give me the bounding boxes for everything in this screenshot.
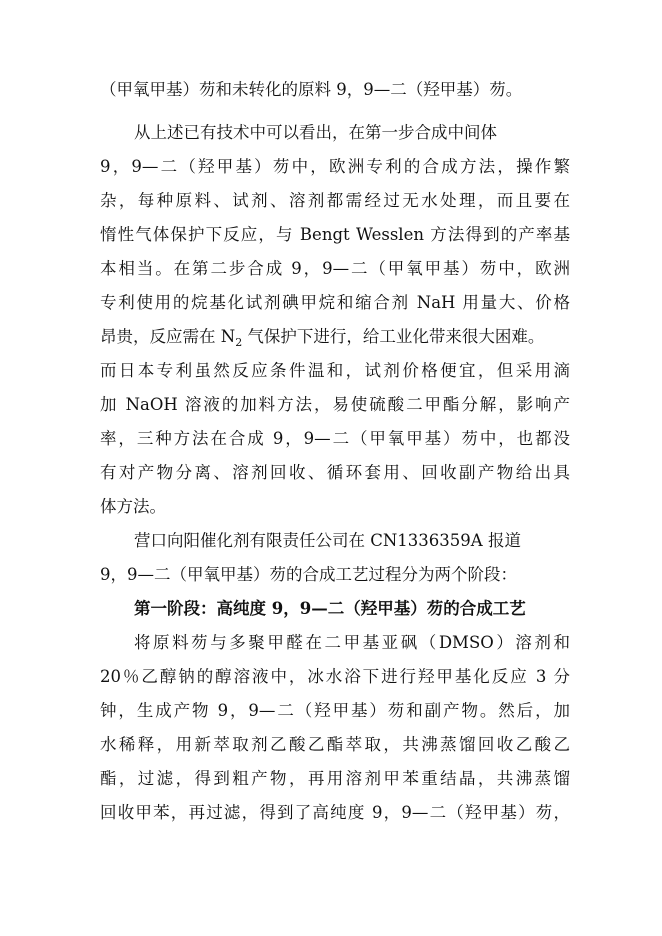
text-line-3: 9，9—二（羟甲基）芴中，欧洲专利的合成方法，操作繁 [100,157,570,176]
text-line-1: （甲氧甲基）芴和未转化的原料 9，9—二（羟甲基）芴。 [100,80,523,99]
text-line-9: 而日本专利虽然反应条件温和，试剂价格便宜，但采用滴 [100,361,570,380]
text-line-21: 酯，过滤，得到粗产物，再用溶剂甲苯重结晶，共沸蒸馏 [100,769,570,788]
text-line-14: 营口向阳催化剂有限责任公司在 CN1336359A 报道 [134,531,521,550]
text-line-15: 9，9—二（甲氧甲基）芴的合成工艺过程分为两个阶段： [100,565,517,584]
text-line-13: 体方法。 [100,497,166,516]
text-line-6: 本相当。在第二步合成 9，9—二（甲氧甲基）芴中，欧洲 [100,259,570,278]
text-line-8-before: 昂贵，反应需在 N [100,327,236,346]
text-line-4: 杂，每种原料、试剂、溶剂都需经过无水处理，而且要在 [100,191,570,210]
text-line-12: 有对产物分离、溶剂回收、循环套用、回收副产物给出具 [100,463,570,482]
text-line-11: 率，三种方法在合成 9，9—二（甲氧甲基）芴中，也都没 [100,429,570,448]
text-line-10: 加 NaOH 溶液的加料方法，易使硫酸二甲酯分解，影响产 [100,395,570,414]
text-line-7: 专利使用的烷基化试剂碘甲烷和缩合剂 NaH 用量大、价格 [100,293,570,312]
text-line-8-after: 气保护下进行，给工业化带来很大困难。 [242,327,545,346]
text-line-18: 20％乙醇钠的醇溶液中，冰水浴下进行羟甲基化反应 3 分 [100,667,570,686]
text-line-2: 从上述已有技术中可以看出，在第一步合成中间体 [134,123,497,142]
section-heading: 第一阶段：高纯度 9，9—二（羟甲基）芴的合成工艺 [134,599,526,618]
text-line-8 [100,325,570,351]
text-line-20: 水稀释，用新萃取剂乙酸乙酯萃取，共沸蒸馏回收乙酸乙 [100,735,570,754]
text-line-19: 钟，生成产物 9，9—二（羟甲基）芴和副产物。然后，加 [100,701,570,720]
text-line-5: 惰性气体保护下反应，与 Bengt Wesslen 方法得到的产率基 [100,225,570,244]
subscript-2: 2 [235,336,243,349]
text-line-17: 将原料芴与多聚甲醛在二甲基亚砜（DMSO）溶剂和 [134,633,570,652]
text-line-22: 回收甲苯，再过滤，得到了高纯度 9，9—二（羟甲基）芴， [100,803,570,822]
